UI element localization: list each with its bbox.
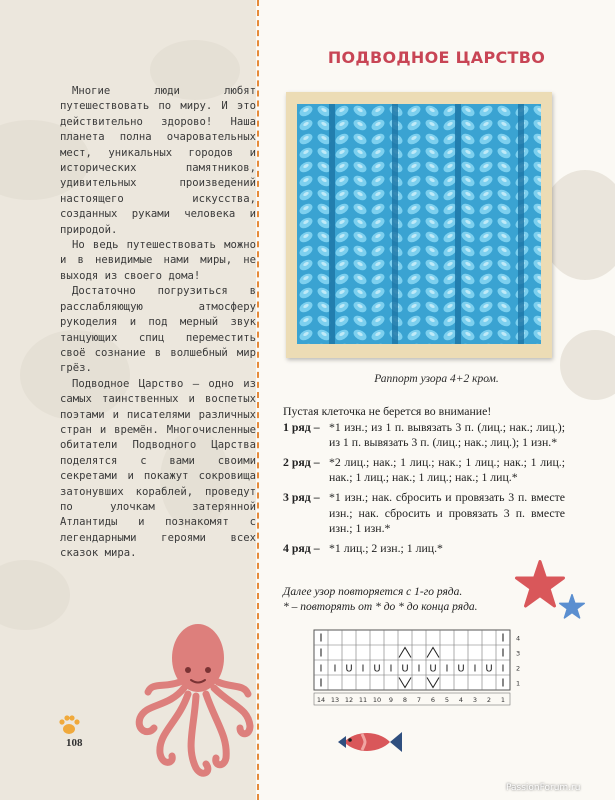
page-title: ПОДВОДНОЕ ЦАРСТВО — [327, 48, 546, 67]
watermark-footer: PassionForum.ru — [506, 783, 581, 793]
chart-col-number: 10 — [372, 696, 382, 704]
chart-col-number: 11 — [358, 696, 368, 704]
chart-symbol: I — [361, 663, 365, 675]
knit-pattern-photo — [297, 104, 541, 344]
chart-col-number: 14 — [316, 696, 326, 704]
instruction-row — [283, 455, 565, 486]
page-number: 108 — [66, 737, 83, 749]
story-paragraph: Достаточно погрузиться в расслабляющую атмосферу рукоделия и под мерный звук танцующих спиц переместить своё сознание в волшебный мир грёз. — [60, 285, 256, 375]
chart-row-number: 1 — [516, 679, 521, 688]
chart-col-number: 4 — [458, 696, 464, 704]
chart-col-number: 6 — [430, 696, 436, 704]
chart-row-number: 3 — [516, 649, 521, 658]
story-text — [60, 84, 256, 562]
row-label: 3 ряд – — [283, 489, 320, 504]
chart-row-number: 2 — [516, 664, 521, 673]
knitting-chart — [312, 628, 522, 710]
chart-symbol: I — [417, 663, 421, 675]
chart-row-number: 4 — [516, 634, 521, 643]
story-paragraph: Подводное Царство – одно из самых таинственных и воспетых поэтами и писателями различных стран и времён. Многочисленные обитатели Подводного Царства поделятся с вами своими секретами и покажут сокровища затонувших кораблей, проведут по улочкам затерянной Атлантиды и познакомят с легендарными героями всех сказок мира. — [60, 377, 256, 560]
note-line: * – повторять от * до * до конца ряда. — [283, 601, 478, 613]
chart-col-number: 3 — [472, 696, 478, 704]
knit-photo-frame — [286, 92, 552, 358]
instruction-row — [283, 420, 565, 451]
chart-col-number: 5 — [444, 696, 450, 704]
chart-col-number: 12 — [344, 696, 354, 704]
chart-col-number: 8 — [402, 696, 408, 704]
chart-symbol: I — [501, 631, 505, 645]
chart-symbol: I — [501, 646, 505, 660]
instruction-row — [283, 541, 565, 557]
row-label: 2 ряд – — [283, 454, 320, 469]
row-label: 4 ряд – — [283, 540, 320, 555]
chart-symbol: I — [333, 663, 337, 675]
chart-symbol: U — [373, 663, 381, 675]
row-text: *2 лиц.; нак.; 1 лиц.; нак.; 1 лиц.; нак.; 1 лиц.; нак.; 1 лиц.; нак.; 1 лиц.; нак.; 1 лиц.* — [329, 454, 565, 485]
chart-symbol: I — [473, 663, 477, 675]
chart-symbol: I — [319, 663, 323, 675]
chart-col-number: 2 — [486, 696, 492, 704]
instructions — [283, 404, 565, 556]
chart-col-number: 1 — [500, 696, 506, 704]
chart-symbol: I — [389, 663, 393, 675]
chart-symbol: U — [345, 663, 353, 675]
row-text: *1 изн.; нак. сбросить и провязать 3 п. вместе изн.; нак. сбросить и провязать 3 п. вместе изн.; 1 изн.* — [329, 489, 565, 536]
chart-symbol: U — [457, 663, 465, 675]
row-text: *1 лиц.; 2 изн.; 1 лиц.* — [329, 540, 443, 555]
chart-symbol: I — [501, 676, 505, 690]
row-text: *1 изн.; из 1 п. вывязать 3 п. (лиц.; нак.; лиц.); из 1 п. вывязать 3 п. (лиц.; нак.; лиц.); 1 изн.* — [329, 419, 565, 450]
chart-symbol: I — [319, 646, 323, 660]
chart-symbol: I — [319, 631, 323, 645]
chart-column-numbers — [314, 693, 510, 705]
chart-col-number: 13 — [330, 696, 340, 704]
chart-symbol: U — [485, 663, 493, 675]
chart-symbol: U — [429, 663, 437, 675]
octopus-icon — [128, 618, 258, 788]
chart-symbol: I — [501, 663, 505, 675]
chart-col-number: 7 — [416, 696, 422, 704]
instruction-row — [283, 490, 565, 537]
chart-symbol: I — [445, 663, 449, 675]
starfish-blue-icon — [558, 594, 586, 620]
row-label: 1 ряд – — [283, 419, 320, 434]
chart-number-strip — [314, 693, 510, 705]
chart-symbol: I — [319, 676, 323, 690]
chart-row-numbers — [516, 635, 520, 688]
story-paragraph: Но ведь путешествовать можно и в невидимые нами миры, не выходя из своего дома! — [60, 239, 256, 282]
fish-icon — [336, 728, 402, 756]
paw-print-icon — [56, 712, 82, 738]
story-paragraph: Многие люди любят путешествовать по миру. И это действительно здорово! Наша планета полна очаровательных мест, уникальных городов и исторических памятников, удивительных произведений настоящего искусства, созданных руками человека и природой. — [60, 85, 256, 236]
note-line: Далее узор повторяется с 1-го ряда. — [283, 586, 463, 598]
instructions-intro: Пустая клеточка не берется во внимание! — [283, 404, 492, 418]
chart-symbol: U — [401, 663, 409, 675]
chart-col-number: 9 — [388, 696, 394, 704]
pattern-caption: Раппорт узора 4+2 кром. — [374, 373, 499, 385]
